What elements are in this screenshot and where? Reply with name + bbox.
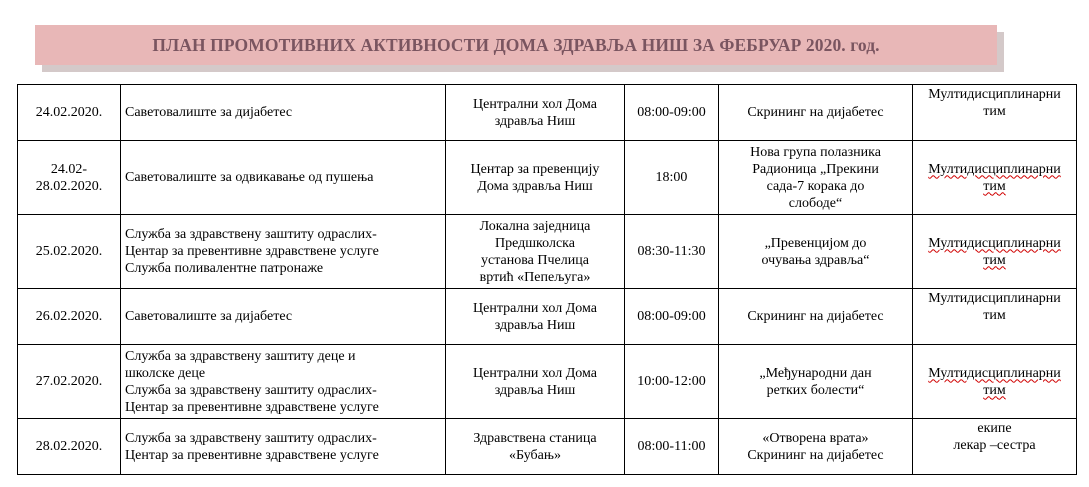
team-cell [913,85,1077,141]
cell-line: Саветовалиште за дијабетес [125,105,293,120]
location-cell [446,215,625,289]
activities-table [17,84,1077,475]
cell-line: Служба за здравствену заштиту одраслих- [125,430,377,446]
cell-line: Локална заједница [479,218,591,234]
team-cell [913,289,1077,345]
cell-line: 24.02- [50,161,88,177]
cell-line: тим [983,252,1006,268]
table-row [18,345,1077,419]
table-row [18,419,1077,475]
cell-line: здравља Ниш [494,113,576,129]
cell-line: ретких болести“ [766,382,865,398]
service-cell [121,419,446,475]
cell-line: Централни хол Дома [473,365,597,381]
location-cell [446,85,625,141]
cell-line: 27.02.2020. [35,374,103,389]
page-title: ПЛАН ПРОМОТИВНИХ АКТИВНОСТИ ДОМА ЗДРАВЉА НИШ ЗА ФЕБРУАР 2020. год. [152,34,880,55]
activity-cell [719,289,913,345]
cell-line: „Међународни дан [759,365,872,381]
cell-line: тим [983,178,1006,194]
table-row [18,215,1077,289]
cell-line: Централни хол Дома [473,96,597,112]
cell-line: «Бубањ» [509,447,561,463]
service-cell [121,345,446,419]
cell-line: Мултидисциплинарни [928,235,1061,251]
cell-line: Центар за превентивне здравствене услуге [125,447,379,463]
activity-cell [719,141,913,215]
time-cell: 10:00-12:00 [625,345,719,419]
table-row [18,289,1077,345]
cell-line: «Отворена врата» [762,430,869,446]
cell-line: слободе“ [788,195,843,211]
cell-line: Саветовалиште за дијабетес [125,309,293,324]
activity-cell [719,345,913,419]
team-cell [913,141,1077,215]
time-cell: 18:00 [625,141,719,215]
activity-cell [719,85,913,141]
activity-cell [719,215,913,289]
cell-line: Предшколска [495,235,575,251]
table-row [18,85,1077,141]
cell-line: Мултидисциплинарни [928,291,1061,306]
location-cell [446,289,625,345]
cell-line: тим [983,382,1006,398]
cell-line: Служба за здравствену заштиту деце и [125,348,356,364]
cell-line: Нова група полазника [750,144,881,160]
cell-line: лекар –сестра [953,438,1036,453]
time-cell: 08:00-09:00 [625,289,719,345]
cell-line: Служба поливалентне патронаже [125,261,324,276]
cell-line: „Превенцијом до [764,235,867,251]
cell-line: Служба за здравствену заштиту одраслих- [125,227,377,242]
team-cell [913,345,1077,419]
cell-line: Мултидисциплинарни [928,161,1061,177]
cell-line: Дома здравља Ниш [477,178,593,194]
location-cell [446,141,625,215]
cell-line: 28.02.2020. [35,439,103,454]
cell-line: Централни хол Дома [473,300,597,316]
date-cell [18,345,121,419]
cell-line: тим [983,308,1006,323]
cell-line: Скрининг на дијабетес [747,105,884,120]
cell-line: установа Пчелица [481,252,589,268]
cell-line: сада-7 корака до [766,178,865,194]
time-cell: 08:00-11:00 [625,419,719,475]
cell-line: вртић «Пепељуга» [479,269,591,285]
cell-line: Здравствена станица [473,430,597,446]
cell-line: тим [983,104,1006,119]
date-cell [18,419,121,475]
team-cell [913,215,1077,289]
time-cell: 08:30-11:30 [625,215,719,289]
cell-line: 25.02.2020. [35,244,103,259]
team-cell [913,419,1077,475]
cell-line: Центар за превентивне здравствене услуге [125,244,379,259]
cell-line: Скрининг на дијабетес [747,447,884,463]
date-cell [18,141,121,215]
cell-line: 26.02.2020. [35,309,103,324]
cell-line: Скрининг на дијабетес [747,309,884,324]
cell-line: екипе [977,421,1012,436]
location-cell [446,345,625,419]
cell-line: очувања здравља“ [761,252,870,268]
cell-line: Мултидисциплинарни [928,87,1061,102]
activities-table-body [18,85,1077,475]
service-cell [121,215,446,289]
cell-line: школске деце [125,365,206,381]
date-cell [18,85,121,141]
title-banner [35,25,997,65]
cell-line: Центар за превентивне здравствене услуге [125,399,379,415]
cell-line: Мултидисциплинарни [928,365,1061,381]
date-cell [18,289,121,345]
cell-line: Центар за превенцију [470,161,600,177]
cell-line: Радионица „Прекини [752,161,879,177]
location-cell [446,419,625,475]
service-cell [121,85,446,141]
table-row [18,141,1077,215]
cell-line: 28.02.2020. [35,178,103,194]
cell-line: Служба за здравствену заштиту одраслих- [125,382,377,398]
service-cell [121,141,446,215]
cell-line: 24.02.2020. [35,105,103,120]
cell-line: Саветовалиште за одвикавање од пушења [125,170,374,185]
date-cell [18,215,121,289]
service-cell [121,289,446,345]
time-cell: 08:00-09:00 [625,85,719,141]
cell-line: здравља Ниш [494,317,576,333]
cell-line: здравља Ниш [494,382,576,398]
activity-cell [719,419,913,475]
